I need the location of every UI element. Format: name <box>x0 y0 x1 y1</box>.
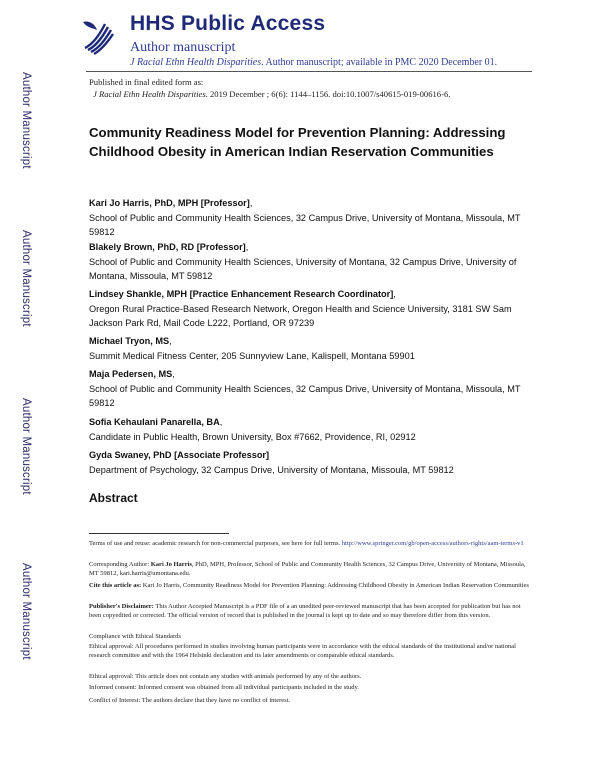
footnote-divider <box>89 533 229 534</box>
author-name: Kari Jo Harris, PhD, MPH [Professor] <box>89 198 250 208</box>
cite-label: Cite this article as: <box>89 582 142 589</box>
cite-footnote <box>89 582 534 591</box>
author-name: Gyda Swaney, PhD [Associate Professor] <box>89 450 270 460</box>
header-divider <box>86 71 532 72</box>
author-entry: Michael Tryon, MS, Summit Medical Fitness Center, 205 Sunnyview Lane, Kalispell, Montana 59901 <box>89 334 529 363</box>
ethical-approval-humans: Ethical approval: All procedures performed in studies involving human participants were in accordance with the ethical standards of the institutional and/or national research committee and with the 1964 Helsinki declaration and its later amendments or comparable ethical standards. <box>89 643 516 659</box>
terms-text: Terms of use and reuse: academic research for non-commercial purposes, see here for full terms. <box>89 540 341 547</box>
compliance-heading: Compliance with Ethical Standards <box>89 633 181 640</box>
author-affiliation: Candidate in Public Health, Brown University, Box #7662, Providence, RI, 02912 <box>89 431 416 442</box>
corresponding-author-footnote <box>89 561 534 579</box>
article-title: Community Readiness Model for Prevention Planning: Addressing Childhood Obesity in American Indian Reservation Communities <box>89 125 506 159</box>
terms-footnote <box>89 540 534 549</box>
author-name: Maja Pedersen, MS <box>89 369 173 379</box>
author-name: Blakely Brown, PhD, RD [Professor] <box>89 242 246 252</box>
side-label-author-manuscript: Author Manuscript <box>20 230 32 327</box>
side-label-author-manuscript: Author Manuscript <box>20 72 32 169</box>
cite-text: Kari Jo Harris, Community Readiness Model for Prevention Planning: Addressing Childhood Obesity in American Indian Reservation Communities <box>142 582 529 589</box>
corresponding-details: , PhD, MPH, Professor, School of Public and Community Health Sciences, 32 Campus Drive, University of Montana, Missoula, MT 59812, kari.harris@umontana.edu. <box>89 561 526 577</box>
journal-availability-line <box>130 57 497 68</box>
author-name: Michael Tryon, MS <box>89 336 170 346</box>
abstract-heading: Abstract <box>89 491 138 505</box>
author-affiliation: School of Public and Community Health Sciences, University of Montana, 32 Campus Drive, University of Montana, Missoula, MT 59812 <box>89 256 517 281</box>
journal-name: J Racial Ethn Health Disparities <box>130 57 262 68</box>
citation-journal: J Racial Ethn Health Disparities <box>93 89 206 99</box>
corresponding-label: Corresponding Author: <box>89 561 150 568</box>
disclaimer-footnote <box>89 603 534 621</box>
author-entry: Maja Pedersen, MS, School of Public and Community Health Sciences, 32 Campus Drive, University of Montana, Missoula, MT 59812 <box>89 367 529 411</box>
author-affiliation: School of Public and Community Health Sciences, 32 Campus Drive, University of Montana, Missoula, MT 59812 <box>89 383 521 408</box>
disclaimer-label: Publisher's Disclaimer: <box>89 603 154 610</box>
corresponding-name: Kari Jo Harris <box>150 561 192 568</box>
author-manuscript-label: Author manuscript <box>130 40 236 55</box>
author-entry: Kari Jo Harris, PhD, MPH [Professor], School of Public and Community Health Sciences, 32 Campus Drive, University of Montana, Missoula, MT 59812 <box>89 196 529 240</box>
disclaimer-text: This Author Accepted Manuscript is a PDF file of a an unedited peer-reviewed manuscript that has been accepted for publication but has not been copyedited or corrected. The official version of record that is published in the journal is kept up to date and so may therefore differ from this version. <box>89 603 521 619</box>
hhs-public-access-title: HHS Public Access <box>130 12 326 35</box>
author-affiliation: Oregon Rural Practice-Based Research Network, Oregon Health and Science University, 3181 SW Sam Jackson Park Rd, Mail Code L222, Portland, OR 97239 <box>89 303 512 328</box>
author-entry: Lindsey Shankle, MPH [Practice Enhancement Research Coordinator], Oregon Rural Practice-Based Research Network, Oregon Health and Science University, 3181 SW Sam Jackson Park Rd, Mail Code L222, Portland, OR 97239 <box>89 287 529 331</box>
terms-link[interactable]: http://www.springer.com/gb/open-access/authors-rights/aam-terms-v1 <box>341 540 524 547</box>
informed-consent: Informed consent: Informed consent was obtained from all individual participants included in the study. <box>89 684 359 691</box>
citation-line <box>93 89 450 99</box>
author-affiliation: Summit Medical Fitness Center, 205 Sunnyview Lane, Kalispell, Montana 59901 <box>89 350 415 361</box>
citation-details: . 2019 December ; 6(6): 1144–1156. doi:10.1007/s40615-019-00616-6. <box>205 89 451 99</box>
author-affiliation: Department of Psychology, 32 Campus Drive, University of Montana, Missoula, MT 59812 <box>89 464 454 475</box>
author-entry: Blakely Brown, PhD, RD [Professor], School of Public and Community Health Sciences, University of Montana, 32 Campus Drive, University of Montana, Missoula, MT 59812 <box>89 240 529 284</box>
author-entry <box>89 448 529 477</box>
side-label-author-manuscript: Author Manuscript <box>20 398 32 495</box>
published-label: Published in final edited form as: <box>89 77 204 87</box>
hhs-eagle-icon <box>79 14 117 60</box>
side-label-author-manuscript: Author Manuscript <box>20 563 32 660</box>
author-entry: Sofia Kehaulani Panarella, BA, Candidate in Public Health, Brown University, Box #7662, Providence, RI, 02912 <box>89 415 529 444</box>
ethical-approval-animals: Ethical approval: This article does not contain any studies with animals performed by any of the authors. <box>89 673 362 680</box>
author-name: Lindsey Shankle, MPH [Practice Enhancement Research Coordinator] <box>89 289 394 299</box>
author-name: Sofia Kehaulani Panarella, BA <box>89 417 220 427</box>
author-affiliation: School of Public and Community Health Sciences, 32 Campus Drive, University of Montana, Missoula, MT 59812 <box>89 212 521 237</box>
conflict-of-interest: Conflict of Interest: The authors declare that they have no conflict of interest. <box>89 697 291 704</box>
availability-text: . Author manuscript; available in PMC 2020 December 01. <box>261 57 498 68</box>
